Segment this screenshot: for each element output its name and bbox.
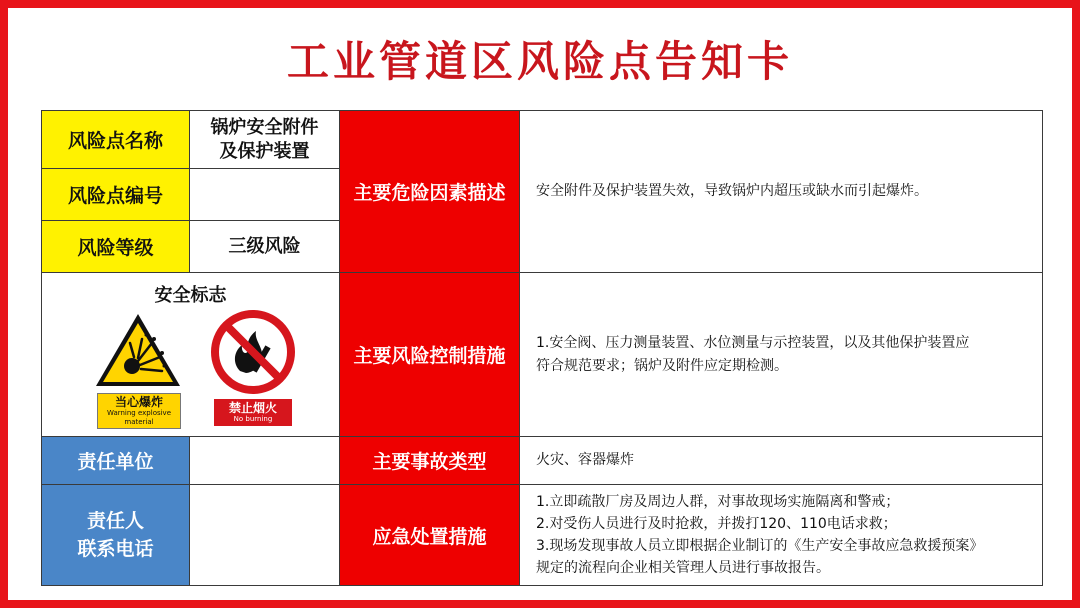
risk-level-value <box>190 221 340 273</box>
hazard-desc-label <box>340 111 520 273</box>
hazard-desc-value <box>520 111 1042 273</box>
risk-code-value <box>190 169 340 221</box>
no-burning-label-text: 禁止烟火 <box>228 401 277 415</box>
safety-signs-panel <box>42 273 340 437</box>
explosion-warning-label-text: 当心爆炸 <box>114 395 163 409</box>
contact-label <box>42 485 190 585</box>
hazard-desc-text: 安全附件及保护装置失效，导致锅炉内超压或缺水而引起爆炸。 <box>536 183 928 199</box>
control-measures-line1: 1.安全阀、压力测量装置、水位测量与示控装置，以及其他保护装置应 <box>536 334 970 351</box>
no-burning-icon <box>210 309 296 395</box>
explosion-warning-label <box>97 393 181 429</box>
accident-types-value <box>520 437 1042 485</box>
risk-notice-card <box>8 8 1072 600</box>
risk-name-line1: 锅炉安全附件 <box>210 116 319 138</box>
accident-types-label <box>340 437 520 485</box>
contact-label-line2: 联系电话 <box>77 538 154 560</box>
explosion-warning-icon <box>94 311 182 389</box>
risk-level-label-text: 风险等级 <box>77 237 154 259</box>
control-measures-label-text: 主要风险控制措施 <box>353 345 506 367</box>
risk-name-line2: 及保护装置 <box>219 140 310 162</box>
emergency-measures-label <box>340 485 520 585</box>
risk-code-label-text: 风险点编号 <box>67 185 163 207</box>
no-burning-label <box>214 399 292 426</box>
risk-level-text: 三级风险 <box>228 235 301 257</box>
page-title: 工业管道区风险点告知卡 <box>286 37 793 86</box>
accident-types-text: 火灾、容器爆炸 <box>536 452 634 468</box>
safety-signs-title: 安全标志 <box>154 285 227 306</box>
emergency-measures-line3: 3.现场发现事故人员立即根据企业制订的《生产安全事故应急救援预案》 <box>536 538 984 554</box>
explosion-warning-sub: Warning explosive material <box>106 409 172 426</box>
emergency-measures-label-text: 应急处置措施 <box>372 525 487 548</box>
risk-table <box>41 110 1043 586</box>
risk-name-label-text: 风险点名称 <box>67 130 163 152</box>
responsible-unit-value <box>190 437 340 485</box>
risk-level-label <box>42 221 190 273</box>
control-measures-label <box>340 273 520 437</box>
emergency-measures-line2: 2.对受伤人员进行及时抢救，并拨打120、110电话求救； <box>536 516 897 532</box>
emergency-measures-line1: 1.立即疏散厂房及周边人群，对事故现场实施隔离和警戒； <box>536 494 900 510</box>
contact-value <box>190 485 340 585</box>
hazard-desc-label-text: 主要危险因素描述 <box>353 182 506 204</box>
responsible-unit-label-text: 责任单位 <box>77 451 154 473</box>
control-measures-line2: 符合规范要求；锅炉及附件应定期检测。 <box>536 357 788 374</box>
emergency-measures-line4: 规定的流程向企业相关管理人员进行事故报告。 <box>536 560 830 576</box>
risk-name-value <box>190 111 340 169</box>
no-burning-sub: No burning <box>233 415 273 423</box>
accident-types-label-text: 主要事故类型 <box>372 451 487 473</box>
emergency-measures-value <box>520 485 1042 585</box>
responsible-unit-label <box>42 437 190 485</box>
contact-label-line1: 责任人 <box>86 510 144 532</box>
risk-name-label <box>42 111 190 169</box>
control-measures-value <box>520 273 1042 437</box>
risk-code-label <box>42 169 190 221</box>
